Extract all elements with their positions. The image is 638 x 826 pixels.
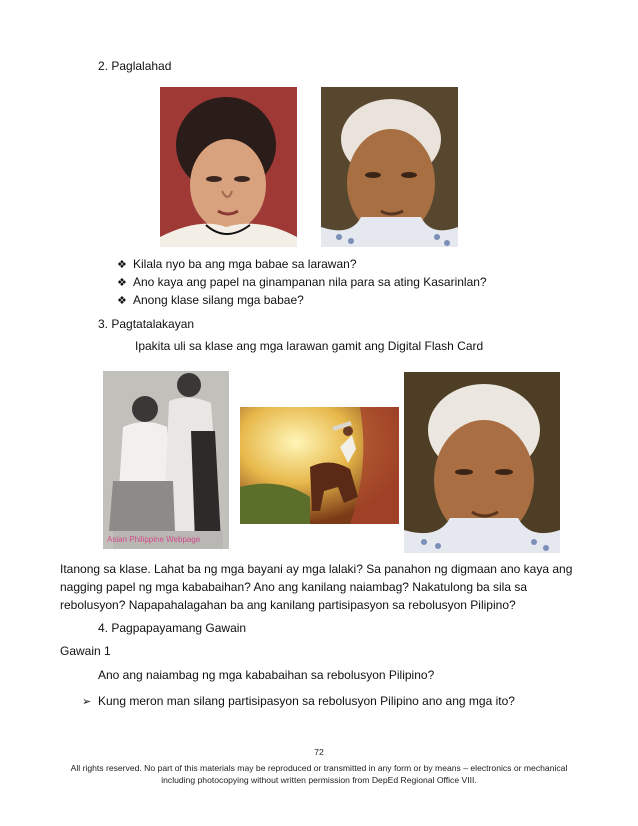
diamond-bullet-icon: ❖ [117, 277, 127, 289]
section-heading-pagtatalakayan: 3. Pagtatalakayan [98, 317, 195, 331]
painting-horse-rider [240, 407, 399, 524]
section-heading-pagpapayaman: 4. Pagpapayamang Gawain [98, 621, 247, 635]
section-heading-paglalahad: 2. Paglalahad [98, 59, 172, 73]
gawain-question: Ano ang naiambag ng mga kababaihan sa rebolusyon Pilipino? [98, 668, 435, 682]
photo-two-women [103, 371, 229, 549]
gawain-title: Gawain 1 [60, 644, 111, 658]
question-item: ❖ Anong klase silang mga babae? [117, 293, 304, 307]
portrait-old-woman-large [404, 372, 560, 553]
discussion-paragraph: Itanong sa klase. Lahat ba ng mga bayani ay mga lalaki? Sa panahon ng digmaan ano kaya ang nagging papel ng mga kababaihan? Ano ang kanilang naiambag? Nakatulong ba sila sa rebolusyon? Napapahalagahan ba ang kanilang partisipasyon sa rebolusyon Pilipino? [60, 562, 573, 612]
image-watermark: Asian Philippine Webpage [107, 535, 201, 544]
portrait-woman-painting [160, 87, 297, 247]
question-item: ❖ Kilala nyo ba ang mga babae sa larawan? [117, 257, 357, 271]
arrow-bullet-icon: ➢ [82, 696, 92, 708]
gawain-bullet-item: ➢ Kung meron man silang partisipasyon sa rebolusyon Pilipino ano ang mga ito? [82, 694, 515, 708]
diamond-bullet-icon: ❖ [117, 259, 127, 271]
footer-copyright: All rights reserved. No part of this materials may be reproduced or transmitted in any form or by means – electronics or mechanical including photocopying without written permission from DepEd Regional Office VIII. [70, 763, 568, 785]
diamond-bullet-icon: ❖ [117, 295, 127, 307]
page-number: 72 [314, 747, 324, 757]
question-item: ❖ Ano kaya ang papel na ginampanan nila para sa ating Kasarinlan? [117, 275, 487, 289]
portrait-old-woman [321, 87, 458, 247]
instruction-text: Ipakita uli sa klase ang mga larawan gamit ang Digital Flash Card [135, 339, 484, 353]
